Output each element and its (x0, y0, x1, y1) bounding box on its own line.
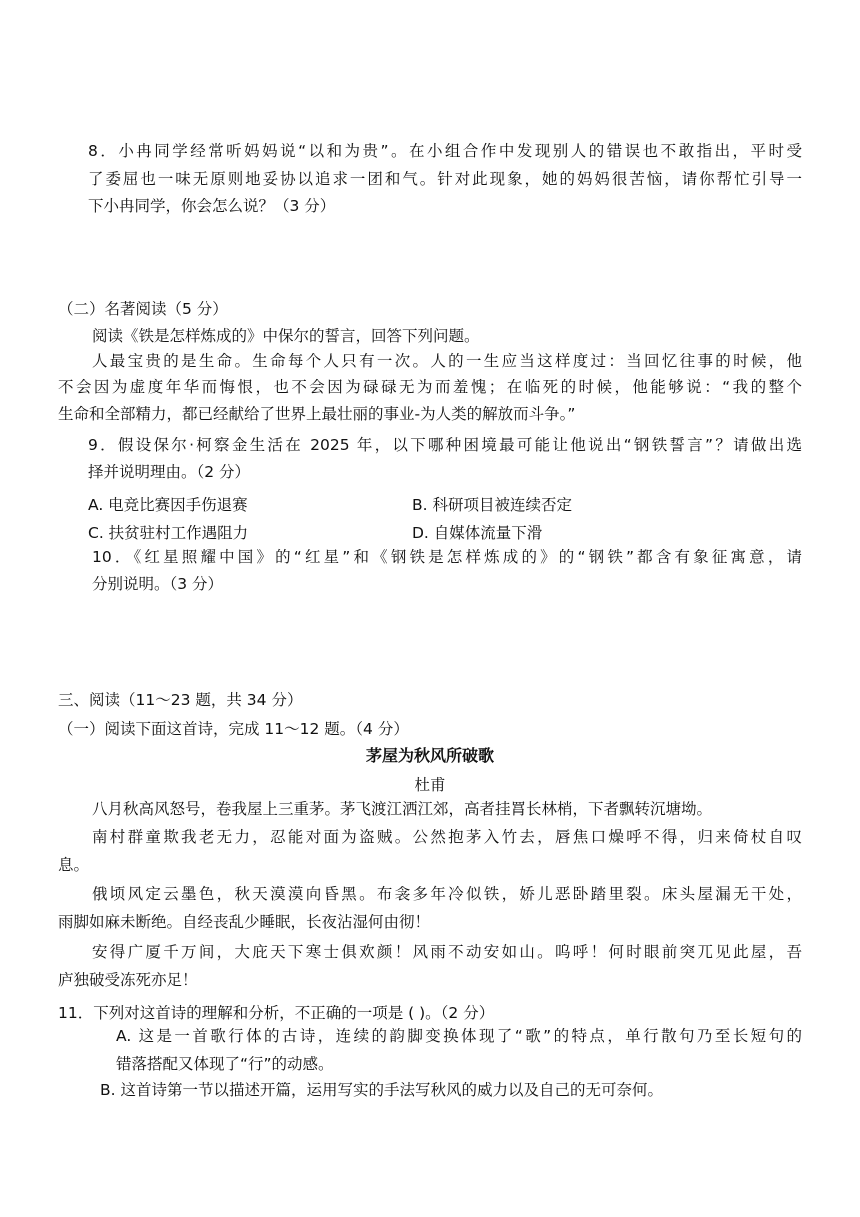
poem-title: 茅屋为秋风所破歌 (365, 746, 494, 765)
q8-line-1: 8．小冉同学经常听妈妈说“以和为贵”。在小组合作中发现别人的错误也不敢指出，平时受 (88, 142, 802, 160)
poem-stanza-1: 八月秋高风怒号，卷我屋上三重茅。茅飞渡江洒江郊，高者挂罥长林梢，下者飘转沉塘坳。 (92, 800, 713, 818)
poem-author: 杜甫 (414, 776, 446, 794)
poem-stanza-2-line-2: 息。 (58, 856, 90, 874)
q11-stem: 11．下列对这首诗的理解和分析，不正确的一项是 ( )。（2 分） (58, 1004, 495, 1022)
q8-line-3: 下小冉同学，你会怎么说？（3 分） (88, 197, 336, 215)
q9-line-2: 择并说明理由。（2 分） (88, 463, 251, 481)
q11-option-a-line-2: 错落搭配又体现了“行”的动感。 (116, 1055, 334, 1073)
q10-line-1: 10．《红星照耀中国》的“红星”和《钢铁是怎样炼成的》的“钢铁”都含有象征寓意，请 (92, 548, 802, 566)
poem-stanza-4-line-2: 庐独破受冻死亦足！ (58, 971, 198, 989)
q11-option-a-line-1: A. 这是一首歌行体的古诗，连续的韵脚变换体现了“歌”的特点，单行散句乃至长短句的 (116, 1027, 802, 1045)
poem-stanza-3-line-1: 俄顷风定云墨色，秋天漠漠向昏黑。布衾多年冷似铁，娇儿恶卧踏里裂。床头屋漏无干处， (92, 885, 802, 903)
q9-option-d: D. 自媒体流量下滑 (412, 524, 543, 542)
oath-line-2: 不会因为虚度年华而悔恨，也不会因为碌碌无为而羞愧；在临死的时候，他能够说：“我的整个 (58, 378, 802, 396)
poem-stanza-4-line-1: 安得广厦千万间，大庇天下寒士俱欢颜！风雨不动安如山。呜呼！何时眼前突兀见此屋，吾 (92, 943, 802, 961)
q9-option-a: A. 电竞比赛因手伤退赛 (88, 496, 248, 514)
q9-line-1: 9．假设保尔·柯察金生活在 2025 年，以下哪种困境最可能让他说出“钢铁誓言”？请做出选 (88, 436, 802, 454)
oath-line-1: 人最宝贵的是生命。生命每个人只有一次。人的一生应当这样度过：当回忆往事的时候，他 (92, 352, 802, 370)
q9-option-c: C. 扶贫驻村工作遇阻力 (88, 524, 249, 542)
section-3-heading: 三、阅读（11～23 题，共 34 分） (58, 691, 303, 709)
q9-option-b: B. 科研项目被连续否定 (412, 496, 572, 514)
section-2-heading: （二）名著阅读（5 分） (58, 300, 228, 318)
section-2-intro: 阅读《铁是怎样炼成的》中保尔的誓言，回答下列问题。 (92, 327, 480, 345)
poem-stanza-2-line-1: 南村群童欺我老无力，忍能对面为盗贼。公然抱茅入竹去，唇焦口燥呼不得，归来倚杖自叹 (92, 828, 802, 846)
oath-line-3: 生命和全部精力，都已经献给了世界上最壮丽的事业-为人类的解放而斗争。” (58, 405, 576, 423)
section-3-subheading: （一）阅读下面这首诗，完成 11～12 题。（4 分） (58, 720, 409, 738)
q11-option-b: B. 这首诗第一节以描述开篇，运用写实的手法写秋风的威力以及自己的无可奈何。 (100, 1081, 663, 1099)
poem-stanza-3-line-2: 雨脚如麻未断绝。自经丧乱少睡眠，长夜沾湿何由彻！ (58, 913, 431, 931)
q8-line-2: 了委屈也一味无原则地妥协以追求一团和气。针对此现象，她的妈妈很苦恼，请你帮忙引导一 (88, 170, 802, 188)
q10-line-2: 分别说明。（3 分） (92, 575, 224, 593)
